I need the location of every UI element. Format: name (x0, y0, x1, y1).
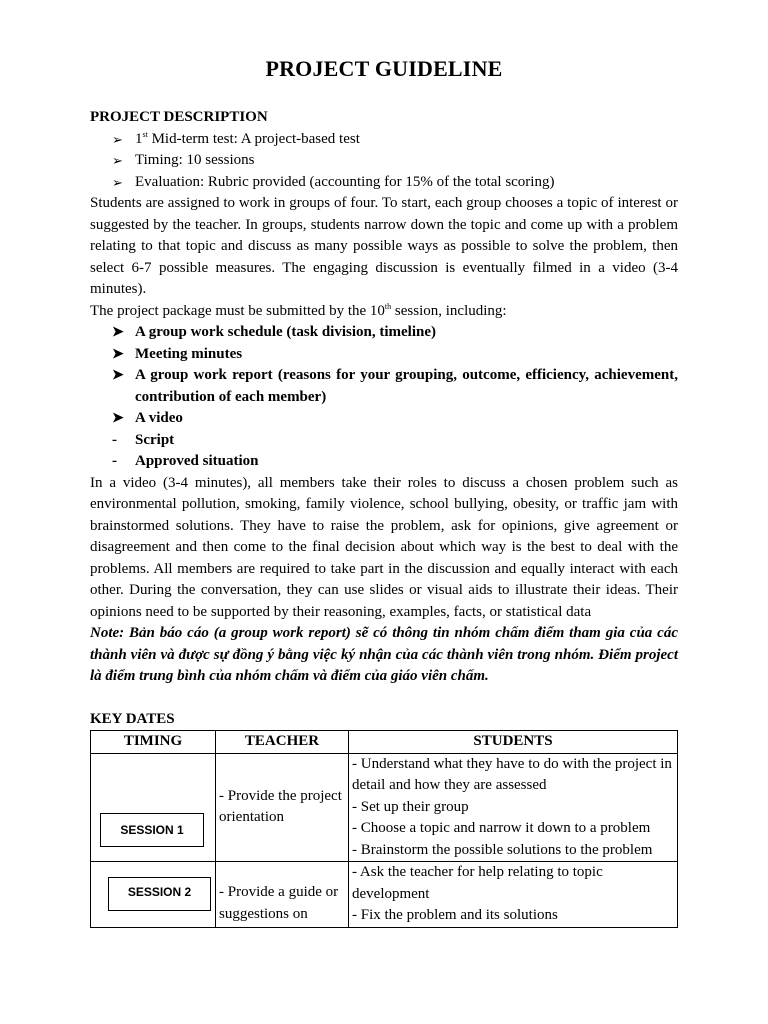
section-heading-description: PROJECT DESCRIPTION (90, 109, 268, 125)
list-item: - Script (90, 430, 678, 452)
students-cell: - Understand what they have to do with the project in detail and how they are assessed - Set up their group - Choose a topic and narrow it down to a problem - Brainstorm the possible solutions to the problem (349, 753, 678, 862)
document-body (90, 107, 678, 928)
list-item: ➤ Meeting minutes (90, 344, 678, 366)
arrow-bullet-icon: ➤ (112, 411, 124, 426)
students-cell: - Ask the teacher for help relating to topic development - Fix the problem and its solutions (349, 862, 678, 928)
arrow-bullet-icon: ➢ (112, 131, 123, 147)
dash-bullet: - (112, 453, 117, 469)
list-item: ➢ 1st Mid-term test: A project-based test (90, 129, 678, 151)
paragraph-video: In a video (3-4 minutes), all members take their roles to discuss a chosen problem such as environmental pollution, smoking, family violence, school bullying, obesity, or traffic jam with brainstormed solutions. They have to raise the problem, ask for opinions, give agreement or disagreement and then come to the final decision about which way is the best to deal with the problems. All members are required to take part in the discussion and equally interact with each other. During the conversation, they can use slides or visual aids to illustrate their ideas. Their opinions need to be supported by their reasoning, examples, facts, or statistical data (90, 474, 678, 620)
timing-cell (91, 753, 216, 862)
key-dates-table (90, 730, 678, 928)
paragraph-intro: Students are assigned to work in groups of four. To start, each group chooses a topic of interest or suggested by the teacher. In groups, students narrow down the topic and come up with a problem relating to that topic and discuss as many possible ways as possible to solve the problem, then select 6-7 possible measures. The engaging discussion is eventually filmed in a video (3-4 minutes). (90, 195, 678, 297)
session-label: SESSION 2 (108, 877, 211, 911)
spacer (90, 688, 678, 709)
note-paragraph: Note: Bản báo cáo (a group work report) sẽ có thông tin nhóm chấm điểm tham gia của các thành viên và được sự đồng ý bằng việc ký nhận của các thành viên trong nhóm. Điểm project là điểm trung bình của nhóm chấm và điểm của giáo viên chấm. (90, 625, 678, 684)
list-item: ➤ A video (90, 408, 678, 430)
session-label: SESSION 1 (100, 813, 204, 847)
description-list (90, 129, 678, 194)
teacher-cell: - Provide a guide or suggestions on (216, 862, 349, 928)
dash-bullet: - (112, 431, 117, 448)
list-item: ➤ A group work schedule (task division, timeline) (90, 322, 678, 344)
teacher-cell: - Provide the project orientation (216, 753, 349, 862)
table-row (91, 753, 678, 862)
arrow-bullet-icon: ➢ (112, 174, 123, 190)
arrow-bullet-icon: ➤ (112, 368, 124, 383)
list-item: - Approved situation (90, 451, 678, 473)
package-list (90, 322, 678, 430)
table-row (91, 862, 678, 928)
arrow-bullet-icon: ➤ (112, 346, 124, 362)
section-heading-key-dates: KEY DATES (90, 710, 175, 727)
timing-cell (91, 862, 216, 928)
page-title: PROJECT GUIDELINE (265, 56, 503, 81)
package-intro: The project package must be submitted by the 10th session, including: (90, 301, 507, 319)
arrow-bullet-icon: ➤ (112, 325, 124, 340)
video-sublist (90, 430, 678, 473)
table-header-row (91, 731, 678, 754)
arrow-bullet-icon: ➢ (112, 153, 123, 168)
column-header-timing: TIMING (91, 731, 216, 754)
list-item: ➢ Timing: 10 sessions (90, 150, 678, 172)
column-header-teacher: TEACHER (216, 731, 349, 754)
column-header-students: STUDENTS (349, 731, 678, 754)
list-item: ➤ A group work report (reasons for your grouping, outcome, efficiency, achievement, contribution of each member) (112, 367, 678, 405)
list-item: ➢ Evaluation: Rubric provided (accounting for 15% of the total scoring) (90, 172, 678, 194)
